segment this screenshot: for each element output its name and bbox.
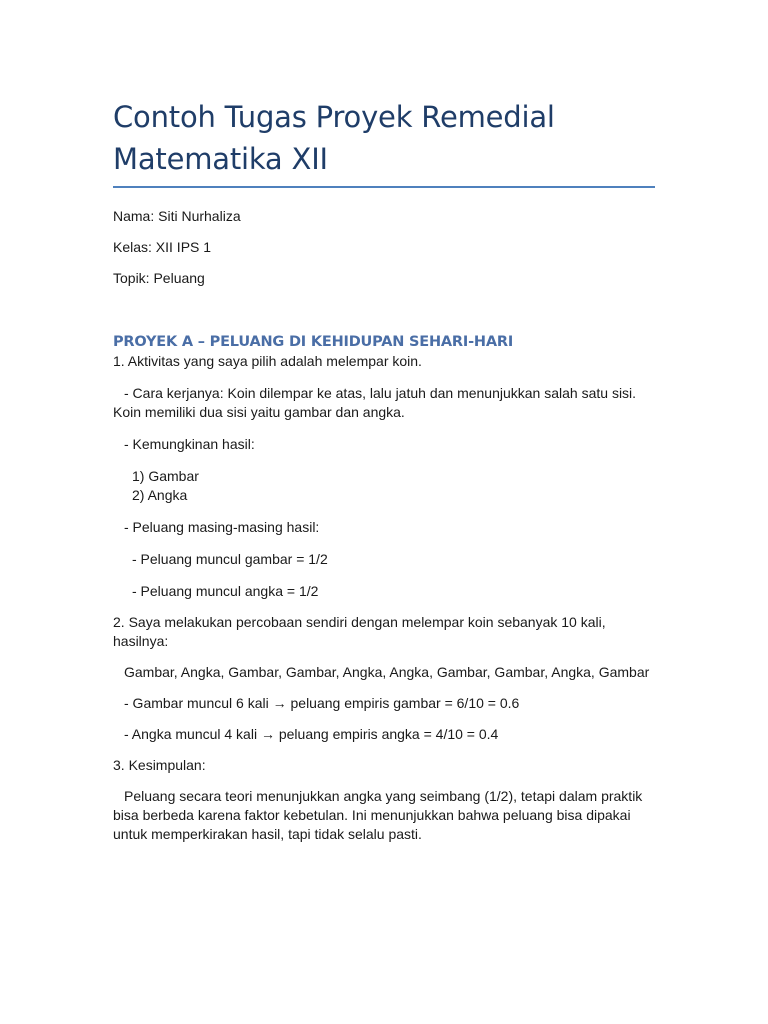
document-title (113, 96, 658, 180)
section-heading: PROYEK A – PELUANG DI KEHIDUPAN SEHARI-HARI (113, 334, 514, 350)
section-body (113, 352, 658, 844)
item-2-gambar-empiris: - Gambar muncul 6 kali → peluang empiris gambar = 6/10 = 0.6 (124, 695, 520, 711)
item-1-kemungkinan-label: - Kemungkinan hasil: (124, 436, 255, 452)
title-line-2: Matematika XII (113, 142, 328, 176)
item-1-peluang-gambar: - Peluang muncul gambar = 1/2 (132, 551, 328, 567)
item-1-hasil-1: 1) Gambar (132, 468, 199, 484)
item-1-hasil-2: 2) Angka (132, 487, 188, 503)
student-class: Kelas: XII IPS 1 (113, 239, 212, 255)
item-2-angka-empiris: - Angka muncul 4 kali → peluang empiris angka = 4/10 = 0.4 (124, 726, 499, 742)
item-3-intro: 3. Kesimpulan: (113, 757, 206, 773)
title-line-1: Contoh Tugas Proyek Remedial (113, 100, 555, 134)
student-info (113, 208, 658, 286)
item-1-peluang-label: - Peluang masing-masing hasil: (124, 519, 320, 535)
item-3-conclusion (113, 787, 658, 844)
topic: Topik: Peluang (113, 270, 205, 286)
item-2-results: Gambar, Angka, Gambar, Gambar, Angka, Angka, Gambar, Gambar, Angka, Gambar (124, 664, 650, 680)
cara-kerja-text: - Cara kerjanya: Koin dilempar ke atas, lalu jatuh dan menunjukkan salah satu sisi. Koin memiliki dua sisi yaitu gambar dan angka. (113, 385, 637, 420)
item-2-intro: 2. Saya melakukan percobaan sendiri dengan melempar koin sebanyak 10 kali, hasilnya: (113, 614, 606, 649)
item-1-cara-kerja (113, 384, 658, 422)
item-1-peluang-angka: - Peluang muncul angka = 1/2 (132, 583, 319, 599)
item-1-intro: 1. Aktivitas yang saya pilih adalah melempar koin. (113, 353, 422, 369)
student-name: Nama: Siti Nurhaliza (113, 208, 241, 224)
title-underline (113, 186, 655, 188)
conclusion-text: Peluang secara teori menunjukkan angka yang seimbang (1/2), tetapi dalam praktik bisa berbeda karena faktor kebetulan. Ini menunjukkan bahwa peluang bisa dipakai untuk memperkirakan hasil, tapi tidak selalu pasti. (113, 788, 643, 842)
document-page (113, 96, 658, 844)
